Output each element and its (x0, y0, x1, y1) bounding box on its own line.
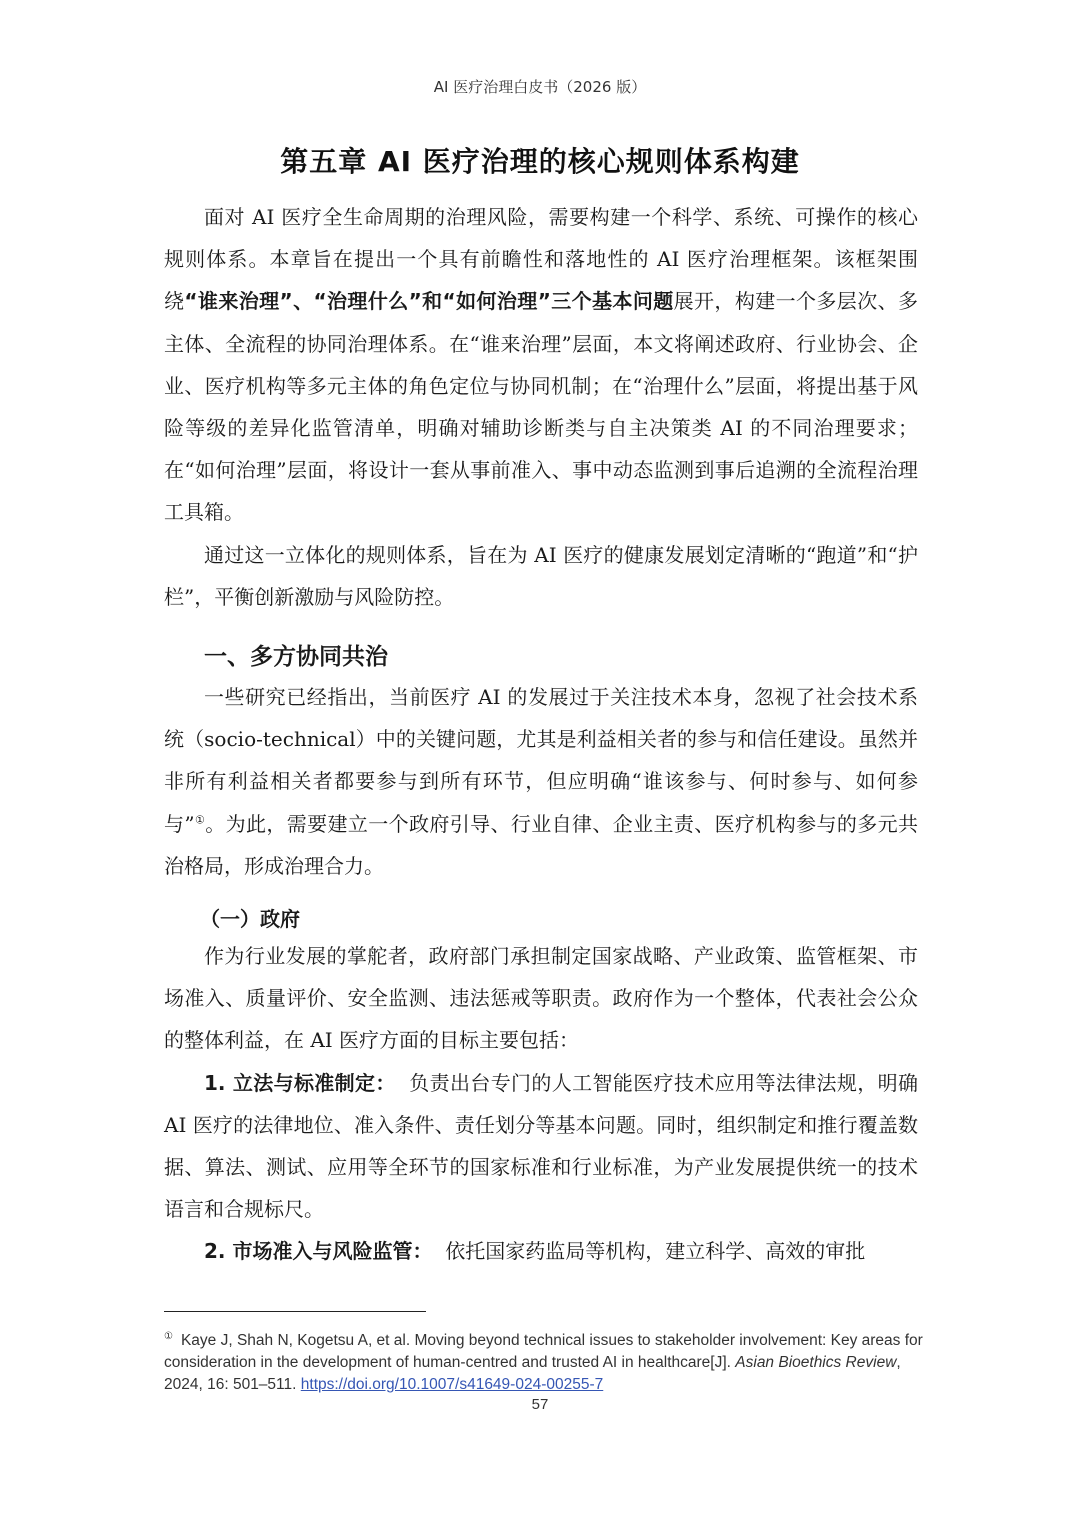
footnote-text-b: , 2024, 16: 501–511. (164, 1354, 901, 1394)
footnote-reference[interactable]: ① (194, 812, 206, 826)
item-text: 依托国家药监局等机构，建立科学、高效的审批 (445, 1239, 866, 1264)
chapter-intro (164, 196, 918, 618)
subsection-heading: （一）政府 (200, 907, 300, 931)
page-number: 57 (531, 1396, 549, 1413)
running-header: AI 医疗治理白皮书（2026 版） (433, 78, 647, 96)
section-heading: 一、多方协同共治 (204, 644, 388, 670)
government-paragraph: 作为行业发展的掌舵者，政府部门承担制定国家战略、产业政策、监管框架、市场准入、质量评价、安全监测、违法惩戒等职责。政府作为一个整体，代表社会公众的整体利益，在 AI 医疗方面的目标主要包括： (164, 944, 918, 1053)
numbered-item (164, 1230, 918, 1272)
footnote-journal: Asian Bioethics Review (735, 1354, 897, 1372)
section-one-paragraph (164, 676, 918, 887)
footnote-text-a: Kaye J, Shah N, Kogetsu A, et al. Moving beyond technical issues to stakeholder involvement: Key areas for consideration in the development of human-centred and trusted AI in healthcare[J]. (164, 1332, 923, 1372)
intro-paragraph-2: 通过这一立体化的规则体系，旨在为 AI 医疗的健康发展划定清晰的“跑道”和“护栏”，平衡创新激励与风险防控。 (164, 542, 918, 609)
numbered-item (164, 1062, 918, 1231)
intro-text-b: 展开，构建一个多层次、多主体、全流程的协同治理体系。在“谁来治理”层面，本文将阐述政府、行业协会、企业、医疗机构等多元主体的角色定位与协同机制；在“治理什么”层面，将提出基于风险等级的差异化监管清单，明确对辅助诊断类与自主决策类 AI 的不同治理要求；在“如何治理”层面，将设计一套从事前准入、事中动态监测到事后追溯的全流程治理工具箱。 (164, 289, 919, 525)
footnote-mark: ① (164, 1331, 173, 1342)
intro-text-a: 面对 AI 医疗全生命周期的治理风险，需要构建一个科学、系统、可操作的核心规则体系。本章旨在提出一个具有前瞻性和落地性的 AI 医疗治理框架。该框架围绕 (164, 205, 918, 314)
government-body (164, 935, 918, 1273)
footnote-divider (164, 1311, 426, 1312)
item-label: 2. 市场准入与风险监管： (204, 1239, 433, 1264)
chapter-title: 第五章 AI 医疗治理的核心规则体系构建 (280, 145, 800, 178)
section-one-text-b: 。为此，需要建立一个政府引导、行业自律、企业主责、医疗机构参与的多元共治格局，形成治理合力。 (164, 811, 918, 878)
doi-link[interactable]: https://doi.org/10.1007/s41649-024-00255-7 (300, 1376, 604, 1394)
section-one-body (164, 676, 918, 887)
item-label: 1. 立法与标准制定： (204, 1070, 396, 1095)
footnote (164, 1326, 924, 1396)
section-one-text-a: 一些研究已经指出，当前医疗 AI 的发展过于关注技术本身，忽视了社会技术系统（socio-technical）中的关键问题，尤其是利益相关者的参与和信任建设。虽然并非所有利益相关者都要参与到所有环节，但应明确“谁该参与、何时参与、如何参与” (164, 685, 918, 836)
intro-key-questions: “谁来治理”、“治理什么”和“如何治理”三个基本问题 (184, 289, 674, 314)
intro-paragraph-1 (164, 196, 918, 534)
item-text: 负责出台专门的人工智能医疗技术应用等法律法规，明确 AI 医疗的法律地位、准入条件、责任划分等基本问题。同时，组织制定和推行覆盖数据、算法、测试、应用等全环节的国家标准和行业标准，为产业发展提供统一的技术语言和合规标尺。 (164, 1070, 919, 1222)
